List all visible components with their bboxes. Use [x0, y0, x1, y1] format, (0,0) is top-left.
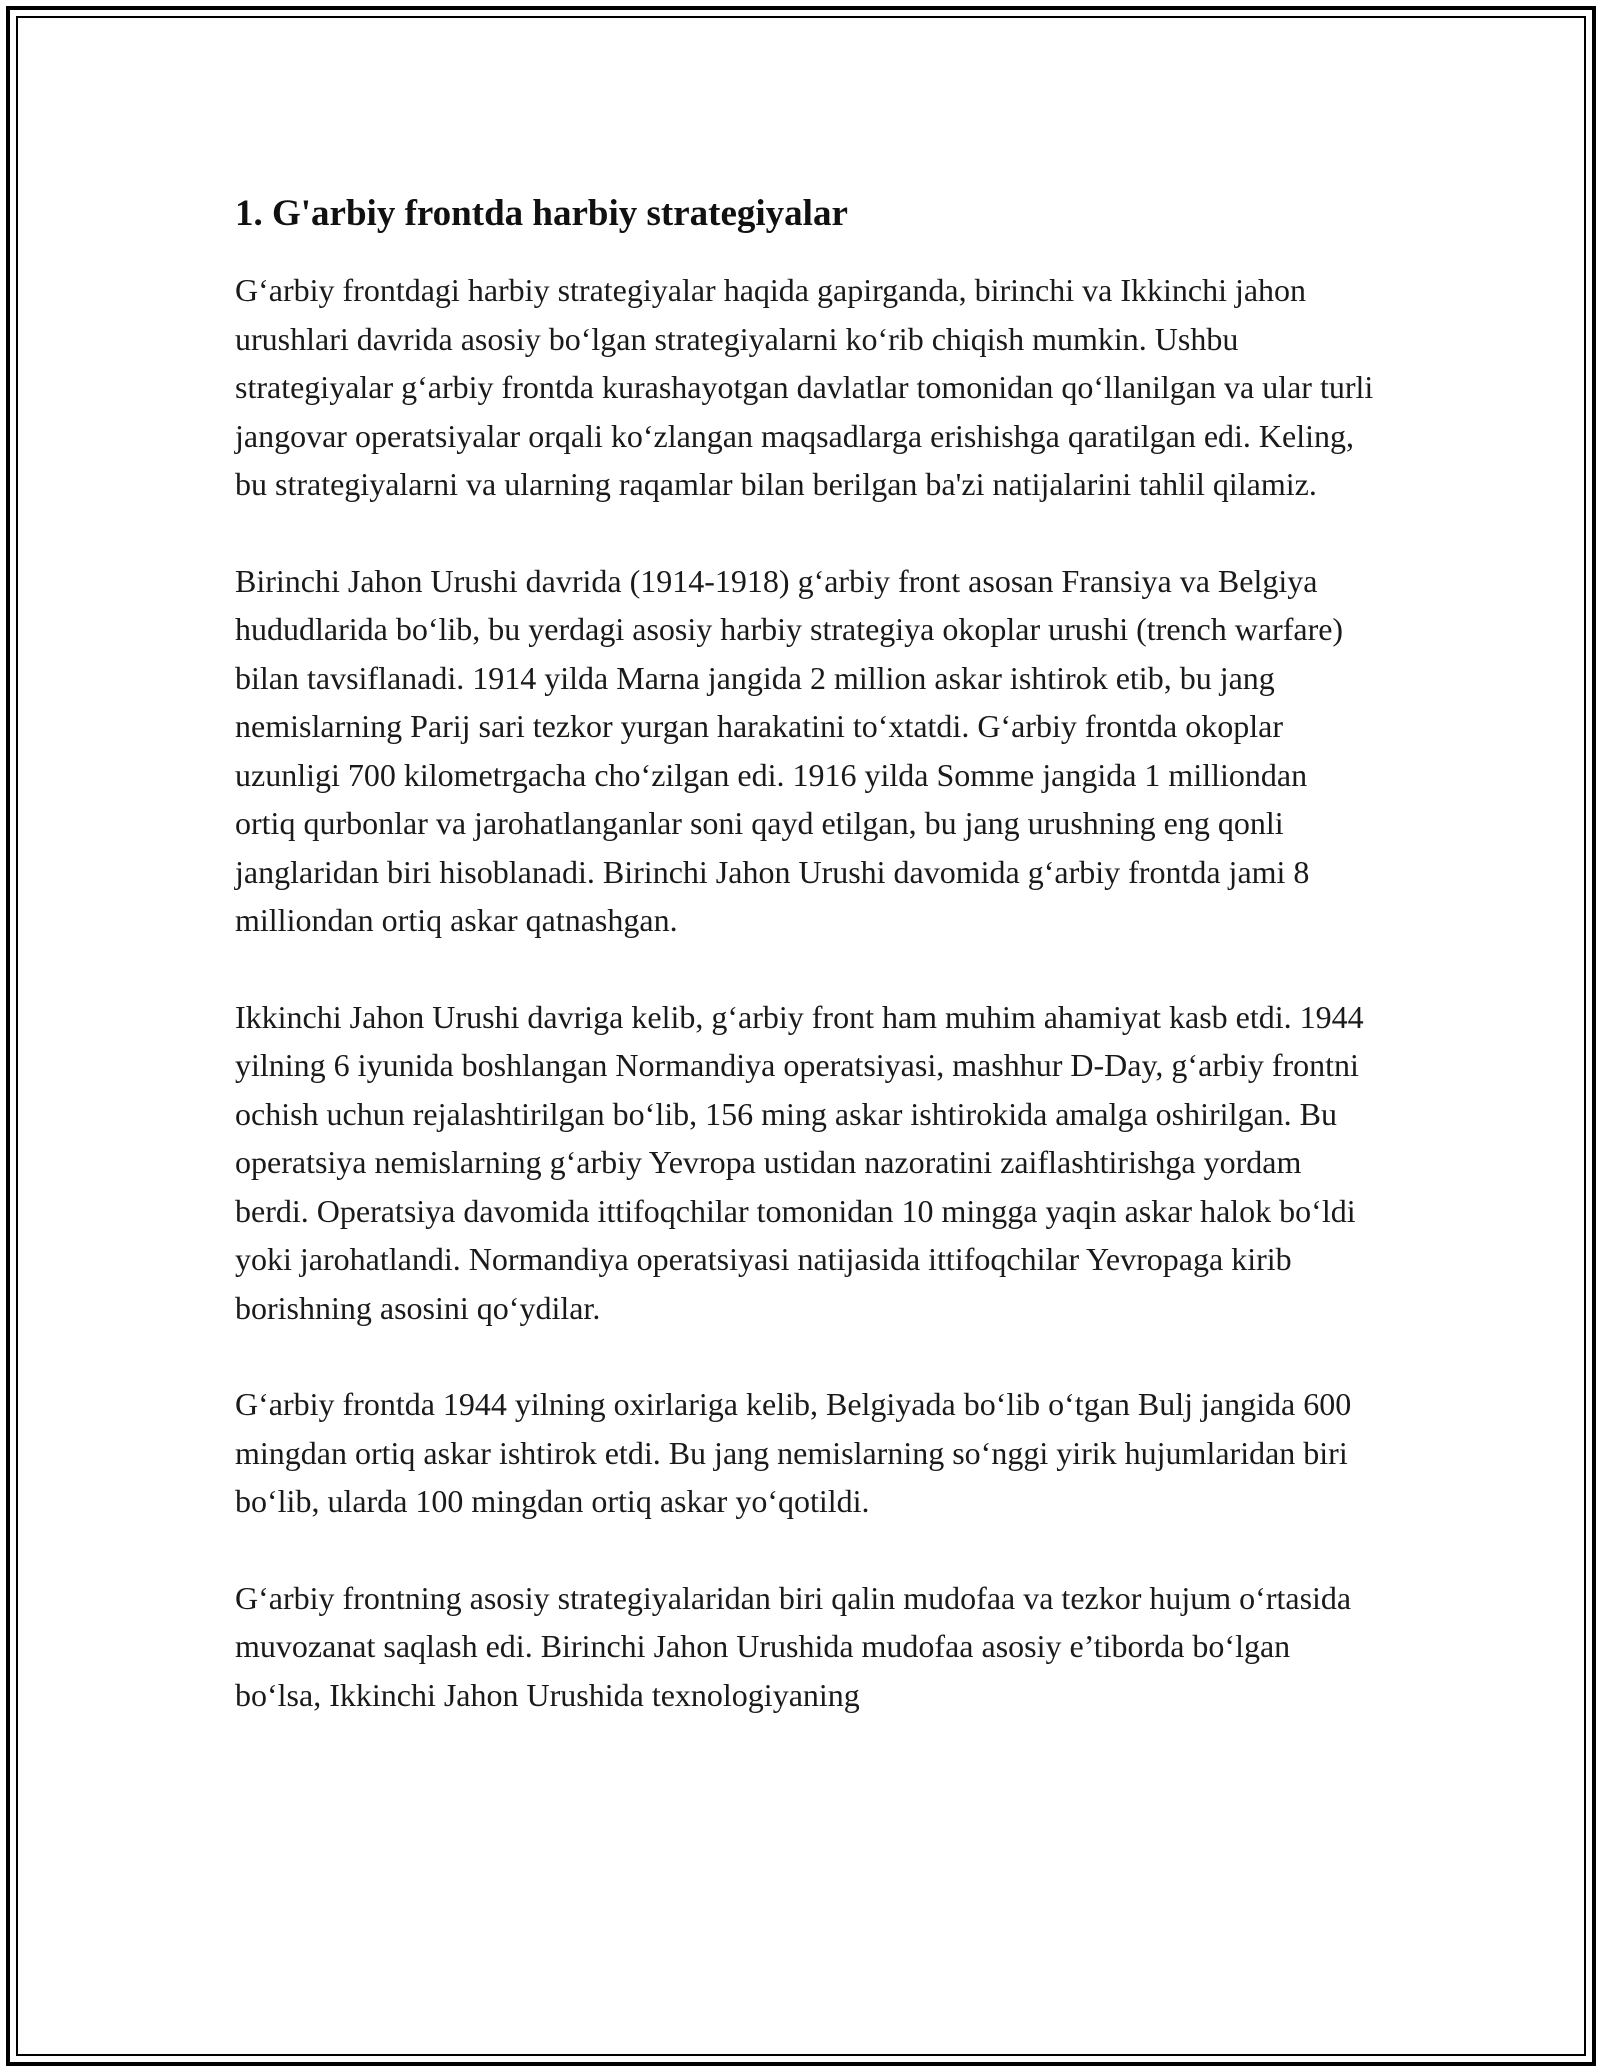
paragraph-battle-of-bulge: G‘arbiy frontda 1944 yilning oxirlariga kelib, Belgiyada bo‘lib o‘tgan Bulj jangida 600 mingdan ortiq askar ishtirok etdi. Bu jang nemislarning so‘nggi yirik hujumlaridan biri bo‘lib, ularda 100 mingdan ortiq askar yo‘qotildi. — [235, 1386, 1352, 1519]
paragraph-strategy-balance: G‘arbiy frontning asosiy strategiyalaridan biri qalin mudofaa va tezkor hujum o‘rtasida muvozanat saqlash edi. Birinchi Jahon Urushida mudofaa asosiy e’tiborda bo‘lgan bo‘lsa, Ikkinchi Jahon Urushida texnologiyaning — [235, 1579, 1352, 1713]
paragraph-first-world-war: Birinchi Jahon Urushi davrida (1914-1918) g‘arbiy front asosan Fransiya va Belgiya hududlarida bo‘lib, bu yerdagi asosiy harbiy strategiya okoplar urushi (trench warfare) bilan tavsiflanadi. 1914 yilda Marna jangida 2 million askar ishtirok etib, bu jang nemislarning Parij sari tezkor yurgan harakatini to‘xtatdi. G‘arbiy frontda okoplar uzunligi 700 kilometrgacha cho‘zilgan edi. 1916 yilda Somme jangida 1 milliondan ortiq qurbonlar va jarohatlanganlar soni qayd etilgan, bu jang urushning eng qonli janglaridan biri hisoblanadi. Birinchi Jahon Urushi davomida g‘arbiy frontda jami 8 milliondan ortiq askar qatnashgan. — [235, 562, 1344, 938]
paragraph-second-world-war: Ikkinchi Jahon Urushi davriga kelib, g‘arbiy front ham muhim ahamiyat kasb etdi. 1944 yilning 6 iyunida boshlangan Normandiya operatsiyasi, mashhur D-Day, g‘arbiy frontni ochish uchun rejalashtirilgan bo‘lib, 156 ming askar ishtirokida amalga oshirilgan. Bu operatsiya nemislarning g‘arbiy Yevropa ustidan nazoratini zaiflashtirishga yordam berdi. Operatsiya davomida ittifoqchilar tomonidan 10 mingga yaqin askar halok bo‘ldi yoki jarohatlandi. Normandiya operatsiyasi natijasida ittifoqchilar Yevropaga kirib borishning asosini qo‘ydilar. — [235, 998, 1364, 1326]
paragraph-intro: G‘arbiy frontdagi harbiy strategiyalar haqida gapirganda, birinchi va Ikkinchi jahon urushlari davrida asosiy bo‘lgan strategiyalarni ko‘rib chiqish mumkin. Ushbu strategiyalar g‘arbiy frontda kurashayotgan davlatlar tomonidan qo‘llanilgan va ular turli jangovar operatsiyalar orqali ko‘zlangan maqsadlarga erishishga qaratilgan edi. Keling, bu strategiyalarni va ularning raqamlar bilan berilgan ba'zi natijalarini tahlil qilamiz. — [235, 272, 1374, 502]
document-body — [235, 186, 1375, 1719]
section-heading: 1. G'arbiy frontda harbiy strategiyalar — [235, 193, 848, 234]
